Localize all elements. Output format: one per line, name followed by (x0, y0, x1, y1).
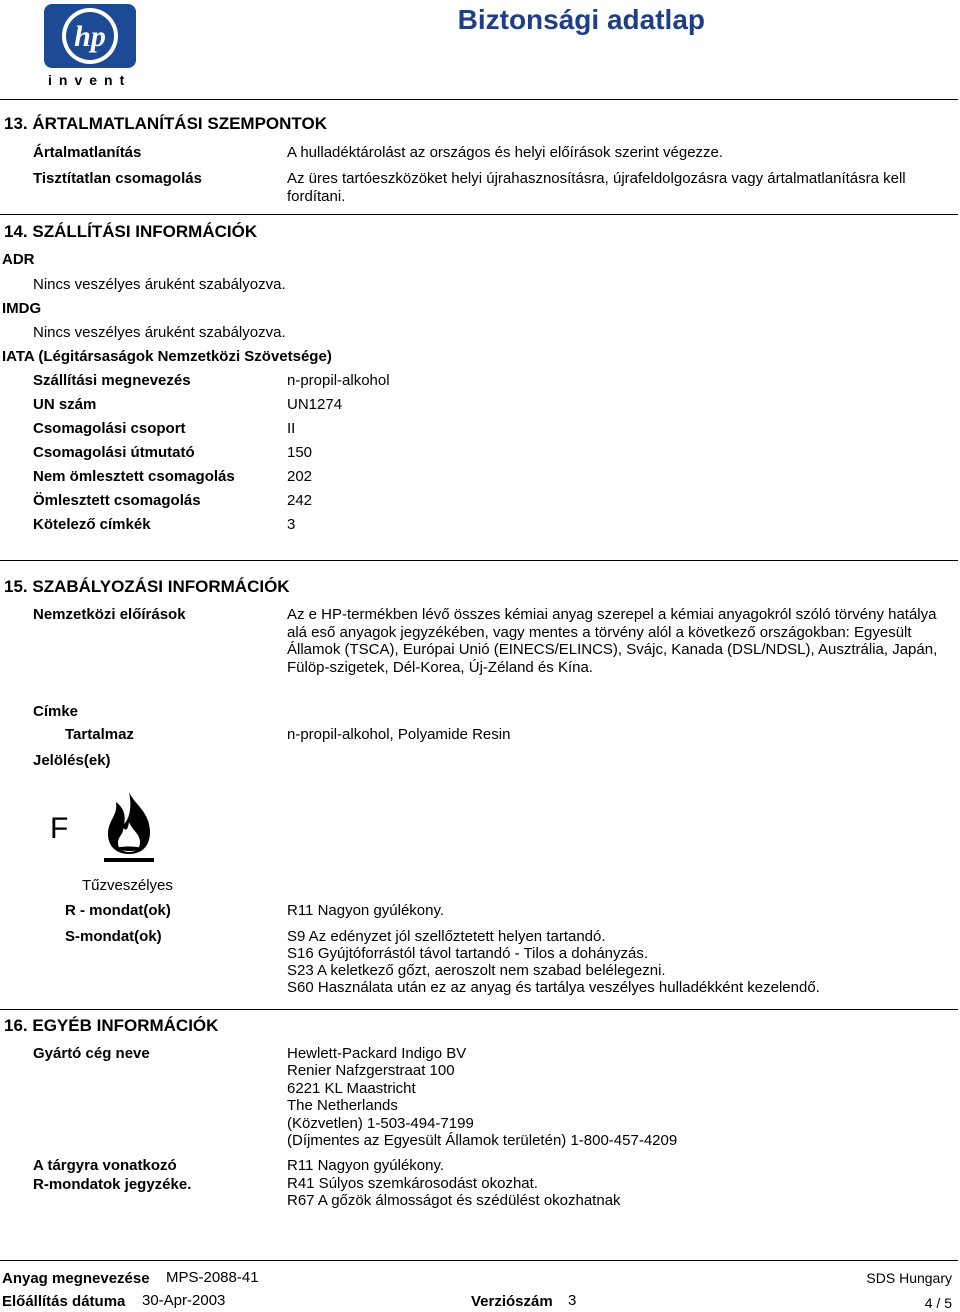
adr-label: ADR (2, 251, 35, 268)
section-14-title: 14. SZÁLLÍTÁSI INFORMÁCIÓK (4, 222, 258, 241)
s-phrase: S9 Az edényzet jól szellőztetett helyen tartandó. (287, 928, 606, 945)
uncleaned-packaging-label: Tisztítatlan csomagolás (33, 170, 202, 187)
manufacturer-line: The Netherlands (287, 1097, 398, 1114)
s-phrases-label: S-mondat(ok) (65, 928, 162, 945)
product-name-value: MPS-2088-41 (166, 1269, 259, 1286)
s-phrase: S60 Használata után ez az anyag és tartálya veszélyes hulladékként kezelendő. (287, 979, 820, 996)
r-phrase-list-item: R41 Súlyos szemkárosodást okozhat. (287, 1175, 538, 1192)
iata-row-label: Ömlesztett csomagolás (33, 492, 201, 509)
hazard-name: Tűzveszélyes (82, 877, 173, 894)
iata-row-value: n-propil-alkohol (287, 372, 390, 389)
imdg-label: IMDG (2, 300, 42, 317)
section-16-title: 16. EGYÉB INFORMÁCIÓK (4, 1016, 219, 1035)
s-phrase: S23 A keletkező gőzt, aeroszolt nem szabad belélegezni. (287, 962, 666, 979)
iata-label: IATA (Légitársaságok Nemzetközi Szövetsége) (2, 348, 332, 365)
version-label: Verziószám (471, 1293, 553, 1310)
sds-region: SDS Hungary (866, 1270, 952, 1286)
iata-row-value: 202 (287, 468, 313, 485)
manufacturer-line: 6221 KL Maastricht (287, 1080, 416, 1097)
imdg-text: Nincs veszélyes áruként szabályozva. (33, 324, 286, 341)
section-15-title: 15. SZABÁLYOZÁSI INFORMÁCIÓK (4, 577, 290, 596)
label-heading: Címke (33, 703, 79, 720)
issue-date-label: Előállítás dátuma (2, 1293, 126, 1310)
svg-text:hp: hp (74, 20, 106, 53)
iata-row-value: 150 (287, 444, 313, 461)
iata-row-value: 242 (287, 492, 313, 509)
disposal-value: A hulladéktárolást az országos és helyi előírások szerint végezze. (287, 144, 724, 161)
international-regulations-text: Az e HP-termékben lévő összes kémiai anyag szerepel a kémiai anyagokról szóló törvény hatálya alá eső anyagok jegyzékében, vagy mentes a törvény alól a következő országokban: Egyesült Államok (TSCA), Európai Unió (EINECS/ELINCS), Svájc, Kanada (DSL/NDSL), Ausztrália, Japán, Fülöp-szigetek, Dél-Korea, Új-Zéland és Kína. (287, 606, 938, 676)
r-phrase-list-item: R67 A gőzök álmosságot és szédülést okozhatnak (287, 1192, 621, 1209)
manufacturer-line: Hewlett-Packard Indigo BV (287, 1045, 467, 1062)
uncleaned-packaging-value: Az üres tartóeszközöket helyi újrahasznosításra, újrafeldolgozásra vagy ártalmatlanításra kell fordítani. (287, 170, 906, 205)
iata-row-value: II (287, 420, 296, 437)
section-13-title: 13. ÁRTALMATLANÍTÁSI SZEMPONTOK (4, 114, 327, 133)
iata-row-value: 3 (287, 516, 296, 533)
iata-row-label: UN szám (33, 396, 97, 413)
manufacturer-line: (Díjmentes az Egyesült Államok területén) 1-800-457-4209 (287, 1132, 678, 1149)
page-number: 4 / 5 (924, 1295, 952, 1311)
hp-logo (40, 2, 140, 94)
hazard-letter: F (50, 812, 69, 845)
section-divider (0, 214, 958, 215)
manufacturer-label: Gyártó cég neve (33, 1045, 150, 1062)
iata-row-label: Csomagolási csoport (33, 420, 186, 437)
iata-row-label: Csomagolási útmutató (33, 444, 195, 461)
flame-icon (96, 788, 162, 864)
footer-divider (0, 1260, 958, 1261)
international-regulations-label: Nemzetközi előírások (33, 606, 186, 623)
contains-value: n-propil-alkohol, Polyamide Resin (287, 726, 511, 743)
section-divider (0, 1009, 958, 1010)
iata-row-label: Kötelező címkék (33, 516, 151, 533)
manufacturer-line: Renier Nafzgerstraat 100 (287, 1062, 455, 1079)
r-phrase-list-label: A tárgyra vonatkozó (33, 1157, 177, 1174)
iata-row-label: Szállítási megnevezés (33, 372, 191, 389)
product-name-label: Anyag megnevezése (2, 1270, 150, 1287)
disposal-label: Ártalmatlanítás (33, 144, 142, 161)
r-phrase-list-item: R11 Nagyon gyúlékony. (287, 1157, 445, 1174)
logo-wordmark: invent (48, 72, 132, 88)
r-phrases-value: R11 Nagyon gyúlékony. (287, 902, 445, 919)
contains-label: Tartalmaz (65, 726, 134, 743)
header-divider (0, 99, 958, 100)
iata-row-label: Nem ömlesztett csomagolás (33, 468, 235, 485)
version-value: 3 (568, 1292, 577, 1309)
issue-date-value: 30-Apr-2003 (142, 1292, 226, 1309)
s-phrase: S16 Gyújtóforrástól távol tartandó - Tilos a dohányzás. (287, 945, 649, 962)
manufacturer-line: (Közvetlen) 1-503-494-7199 (287, 1115, 474, 1132)
iata-row-value: UN1274 (287, 396, 343, 413)
markings-label: Jelölés(ek) (33, 752, 111, 769)
document-title: Biztonsági adatlap (457, 4, 705, 35)
adr-text: Nincs veszélyes áruként szabályozva. (33, 276, 286, 293)
r-phrases-label: R - mondat(ok) (65, 902, 171, 919)
section-divider (0, 560, 958, 561)
r-phrase-list-label: R-mondatok jegyzéke. (33, 1176, 192, 1193)
